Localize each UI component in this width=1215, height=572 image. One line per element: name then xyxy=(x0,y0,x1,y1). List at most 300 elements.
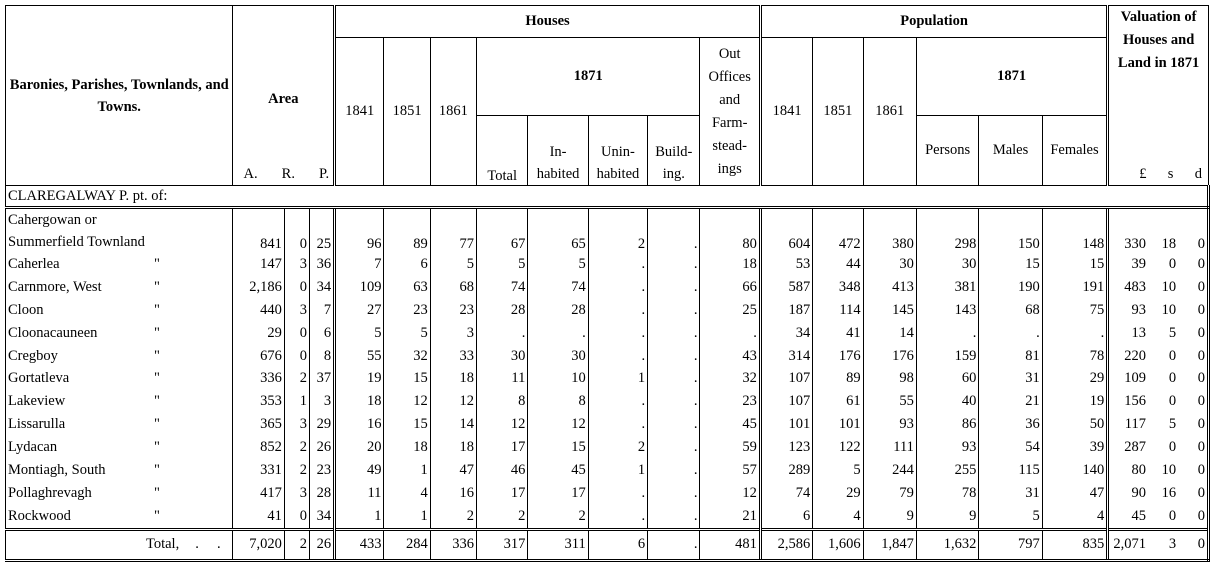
cell-pf: 29 xyxy=(1042,367,1107,390)
cell-pm: 36 xyxy=(979,413,1042,436)
cell-p: 8 xyxy=(309,345,334,368)
total-label-text: Total, xyxy=(146,536,180,553)
cell-h1841: 16 xyxy=(335,413,384,436)
cell-p1851: 44 xyxy=(813,253,863,276)
population-1841-header: 1841 xyxy=(760,38,812,186)
total-h1851: 284 xyxy=(384,529,430,560)
cell-h1861: 14 xyxy=(430,413,476,436)
cell-hi: 5 xyxy=(528,253,588,276)
cell-oo: 18 xyxy=(700,253,760,276)
cell-vd: 0 xyxy=(1178,208,1208,254)
cell-h1861: 47 xyxy=(430,459,476,482)
total-r: 2 xyxy=(284,529,309,560)
out-offices-header: Out Offices and Farm-stead-ings xyxy=(700,38,760,186)
cell-h1851: 32 xyxy=(384,345,430,368)
males-header: Males xyxy=(979,116,1042,186)
cell-hb: . xyxy=(648,505,700,529)
cell-vl: 80 xyxy=(1108,459,1148,482)
townland-name-line2: Summerfield Townland xyxy=(8,234,145,250)
cell-vs: 10 xyxy=(1161,461,1177,478)
cell-pf: 39 xyxy=(1042,436,1107,459)
cell-h1861: 18 xyxy=(430,367,476,390)
cell-h1851: 5 xyxy=(384,322,430,345)
cell-pm: 21 xyxy=(979,390,1042,413)
cell-p1841: 34 xyxy=(760,322,812,345)
cell-vl: 156 xyxy=(1108,390,1148,413)
table-row xyxy=(6,276,1209,299)
cell-pf: . xyxy=(1042,322,1107,345)
total-p1841: 2,586 xyxy=(760,529,812,560)
cell-h1861: 23 xyxy=(430,299,476,322)
cell-hu: . xyxy=(588,413,647,436)
valuation-header: Valuation of Houses and Land in 1871 £ s d xyxy=(1108,6,1209,186)
cell-hb: . xyxy=(648,208,700,254)
cell-h1841: 49 xyxy=(335,459,384,482)
total-vl: 2,071 xyxy=(1108,529,1148,560)
cell-p: 36 xyxy=(309,253,334,276)
cell-pf: 191 xyxy=(1042,276,1107,299)
cell-h1841: 96 xyxy=(335,208,384,254)
cell-h1861: 2 xyxy=(430,505,476,529)
cell-vl: 287 xyxy=(1108,436,1148,459)
ditto-mark: " xyxy=(154,461,160,478)
cell-pf: 50 xyxy=(1042,413,1107,436)
townland-name xyxy=(6,482,233,505)
cell-p1841: 6 xyxy=(760,505,812,529)
cell-vd: 0 xyxy=(1178,299,1208,322)
cell-hi: . xyxy=(528,322,588,345)
cell-p1841: 101 xyxy=(760,413,812,436)
cell-pm: . xyxy=(979,322,1042,345)
cell-h1841: 19 xyxy=(335,367,384,390)
cell-hi: 15 xyxy=(528,436,588,459)
cell-h1851: 23 xyxy=(384,299,430,322)
townland-name-line1: Cahergowan or xyxy=(8,212,97,228)
cell-vd: 0 xyxy=(1178,459,1208,482)
cell-h1841: 109 xyxy=(335,276,384,299)
table-row xyxy=(6,436,1209,459)
pounds-unit: £ xyxy=(1139,166,1147,182)
cell-vs: 18 xyxy=(1161,236,1177,252)
cell-pp: 143 xyxy=(916,299,978,322)
cell-hu: 1 xyxy=(588,459,647,482)
townland-name xyxy=(6,459,233,482)
cell-p1841: 187 xyxy=(760,299,812,322)
cell-r: 3 xyxy=(284,299,309,322)
cell-h1861: 77 xyxy=(430,208,476,254)
total-oo: 481 xyxy=(700,529,760,560)
cell-a: 676 xyxy=(233,345,284,368)
cell-p1861: 55 xyxy=(863,390,916,413)
table-row xyxy=(6,345,1209,368)
townland-name xyxy=(6,299,233,322)
cell-hb: . xyxy=(648,253,700,276)
cell-vl: 45 xyxy=(1108,505,1148,529)
cell-vl: 330 xyxy=(1108,208,1148,254)
cell-oo: 21 xyxy=(700,505,760,529)
cell-pm: 31 xyxy=(979,367,1042,390)
cell-pm: 5 xyxy=(979,505,1042,529)
cell-r: 1 xyxy=(284,390,309,413)
townland-name-text: Montiagh, South xyxy=(8,461,106,478)
cell-p1861: 79 xyxy=(863,482,916,505)
cell-vd: 0 xyxy=(1178,322,1208,345)
cell-ht: 67 xyxy=(477,208,528,254)
cell-hb: . xyxy=(648,322,700,345)
cell-pp: 78 xyxy=(916,482,978,505)
cell-hb: . xyxy=(648,459,700,482)
cell-p1851: 101 xyxy=(813,413,863,436)
baronies-header: Baronies, Parishes, Townlands, and Towns. xyxy=(6,6,233,186)
cell-vl: 220 xyxy=(1108,345,1148,368)
cell-hi: 8 xyxy=(528,390,588,413)
population-1861-header: 1861 xyxy=(863,38,916,186)
cell-hu: . xyxy=(588,253,647,276)
total-pm: 797 xyxy=(979,529,1042,560)
cell-vs: 0 xyxy=(1168,370,1177,387)
cell-p1851: 41 xyxy=(813,322,863,345)
table-row xyxy=(6,459,1209,482)
cell-ht: 17 xyxy=(477,436,528,459)
houses-1851-header: 1851 xyxy=(384,38,430,186)
cell-pf: 47 xyxy=(1042,482,1107,505)
cell-hu: . xyxy=(588,345,647,368)
population-1871-header: 1871 xyxy=(916,38,1107,116)
cell-oo: 57 xyxy=(700,459,760,482)
cell-r: 0 xyxy=(284,345,309,368)
cell-pp: 86 xyxy=(916,413,978,436)
cell-ht: 17 xyxy=(477,482,528,505)
cell-h1861: 3 xyxy=(430,322,476,345)
cell-a: 852 xyxy=(233,436,284,459)
cell-pm: 190 xyxy=(979,276,1042,299)
cell-hb: . xyxy=(648,299,700,322)
townland-name xyxy=(6,345,233,368)
cell-r: 3 xyxy=(284,413,309,436)
table-row xyxy=(6,208,1209,254)
cell-p1861: 380 xyxy=(863,208,916,254)
total-vs: 3 xyxy=(1148,529,1178,560)
cell-p1851: 4 xyxy=(813,505,863,529)
ditto-mark: " xyxy=(154,347,160,364)
cell-p1851: 5 xyxy=(813,459,863,482)
townland-name-text: Carnmore, West xyxy=(8,278,102,295)
cell-p1851: 29 xyxy=(813,482,863,505)
cell-vd: 0 xyxy=(1178,505,1208,529)
cell-p1861: 244 xyxy=(863,459,916,482)
total-pp: 1,632 xyxy=(916,529,978,560)
cell-p1861: 145 xyxy=(863,299,916,322)
cell-pf: 15 xyxy=(1042,253,1107,276)
cell-vd: 0 xyxy=(1178,390,1208,413)
cell-vl: 13 xyxy=(1108,322,1148,345)
uninhabited-header: Unin-habited xyxy=(588,116,647,186)
total-p1861: 1,847 xyxy=(863,529,916,560)
cell-h1851: 89 xyxy=(384,208,430,254)
ditto-mark: " xyxy=(154,416,160,433)
cell-vd: 0 xyxy=(1178,482,1208,505)
townland-name xyxy=(6,505,233,529)
cell-pf: 75 xyxy=(1042,299,1107,322)
cell-hb: . xyxy=(648,390,700,413)
cell-ht: 30 xyxy=(477,345,528,368)
cell-ht: 8 xyxy=(477,390,528,413)
cell-a: 41 xyxy=(233,505,284,529)
cell-p1841: 53 xyxy=(760,253,812,276)
cell-p: 28 xyxy=(309,482,334,505)
pence-unit: d xyxy=(1194,166,1202,182)
cell-hu: 2 xyxy=(588,208,647,254)
cell-p1841: 107 xyxy=(760,390,812,413)
houses-total-header: Total xyxy=(477,116,528,186)
table-row xyxy=(6,299,1209,322)
cell-hb: . xyxy=(648,482,700,505)
cell-pm: 150 xyxy=(979,208,1042,254)
cell-h1861: 33 xyxy=(430,345,476,368)
cell-p1841: 74 xyxy=(760,482,812,505)
perches-unit: P. xyxy=(319,166,330,182)
table-body xyxy=(6,186,1209,561)
table-row xyxy=(6,505,1209,529)
total-label xyxy=(6,529,233,560)
inhabited-header: In-habited xyxy=(528,116,588,186)
cell-hi: 65 xyxy=(528,208,588,254)
cell-pf: 140 xyxy=(1042,459,1107,482)
cell-r: 0 xyxy=(284,208,309,254)
cell-p1861: 413 xyxy=(863,276,916,299)
townland-name-text: Rockwood xyxy=(8,507,71,524)
cell-hi: 28 xyxy=(528,299,588,322)
cell-pf: 4 xyxy=(1042,505,1107,529)
cell-pp: 381 xyxy=(916,276,978,299)
cell-h1851: 18 xyxy=(384,436,430,459)
townland-name xyxy=(6,208,233,254)
cell-oo: 25 xyxy=(700,299,760,322)
cell-a: 2,186 xyxy=(233,276,284,299)
cell-h1841: 27 xyxy=(335,299,384,322)
cell-ht: . xyxy=(477,322,528,345)
cell-pp: 93 xyxy=(916,436,978,459)
cell-vs: 0 xyxy=(1168,347,1177,364)
table-row xyxy=(6,253,1209,276)
total-vd: 0 xyxy=(1178,529,1208,560)
townland-name-text: Lakeview xyxy=(8,393,66,410)
cell-pm: 81 xyxy=(979,345,1042,368)
cell-r: 3 xyxy=(284,482,309,505)
table-row xyxy=(6,367,1209,390)
cell-pp: 159 xyxy=(916,345,978,368)
table-row xyxy=(6,390,1209,413)
building-header: Build-ing. xyxy=(648,116,700,186)
cell-h1861: 18 xyxy=(430,436,476,459)
cell-oo: 43 xyxy=(700,345,760,368)
acres-unit: A. xyxy=(243,166,258,182)
cell-p1851: 114 xyxy=(813,299,863,322)
cell-h1851: 15 xyxy=(384,413,430,436)
townland-name-text: Pollaghrevagh xyxy=(8,484,92,501)
townland-name-text: Cregboy xyxy=(8,347,58,364)
cell-pp: 40 xyxy=(916,390,978,413)
total-p1851: 1,606 xyxy=(813,529,863,560)
cell-hu: . xyxy=(588,276,647,299)
cell-ht: 28 xyxy=(477,299,528,322)
cell-vl: 93 xyxy=(1108,299,1148,322)
cell-a: 353 xyxy=(233,390,284,413)
total-ht: 317 xyxy=(477,529,528,560)
census-table xyxy=(5,5,1210,562)
cell-pf: 148 xyxy=(1042,208,1107,254)
cell-pp: 255 xyxy=(916,459,978,482)
ditto-mark: " xyxy=(154,484,160,501)
cell-h1841: 20 xyxy=(335,436,384,459)
cell-p1841: 123 xyxy=(760,436,812,459)
cell-r: 2 xyxy=(284,436,309,459)
townland-name xyxy=(6,367,233,390)
cell-oo: . xyxy=(700,322,760,345)
cell-h1851: 15 xyxy=(384,367,430,390)
cell-vs: 0 xyxy=(1168,439,1177,456)
females-header: Females xyxy=(1042,116,1107,186)
cell-a: 365 xyxy=(233,413,284,436)
townland-name xyxy=(6,276,233,299)
cell-ht: 12 xyxy=(477,413,528,436)
townland-name-text: Cloon xyxy=(8,301,44,318)
townland-name-text: Lissarulla xyxy=(8,416,66,433)
cell-vs: 16 xyxy=(1161,484,1177,501)
cell-vl: 109 xyxy=(1108,367,1148,390)
cell-p: 6 xyxy=(309,322,334,345)
townland-name-text: Gortatleva xyxy=(8,370,70,387)
cell-hu: . xyxy=(588,322,647,345)
total-hi: 311 xyxy=(528,529,588,560)
cell-h1861: 5 xyxy=(430,253,476,276)
cell-pm: 68 xyxy=(979,299,1042,322)
townland-name xyxy=(6,436,233,459)
cell-p1861: 111 xyxy=(863,436,916,459)
cell-p: 26 xyxy=(309,436,334,459)
cell-hi: 10 xyxy=(528,367,588,390)
cell-p1851: 472 xyxy=(813,208,863,254)
cell-a: 147 xyxy=(233,253,284,276)
cell-vd: 0 xyxy=(1178,345,1208,368)
cell-a: 417 xyxy=(233,482,284,505)
cell-pp: . xyxy=(916,322,978,345)
ditto-mark: " xyxy=(154,507,160,524)
cell-a: 336 xyxy=(233,367,284,390)
cell-p1861: 30 xyxy=(863,253,916,276)
cell-pp: 30 xyxy=(916,253,978,276)
total-hb: . xyxy=(648,529,700,560)
cell-oo: 23 xyxy=(700,390,760,413)
cell-p: 37 xyxy=(309,367,334,390)
cell-p1851: 89 xyxy=(813,367,863,390)
cell-p: 34 xyxy=(309,505,334,529)
cell-hi: 17 xyxy=(528,482,588,505)
cell-r: 2 xyxy=(284,367,309,390)
cell-vs: 10 xyxy=(1161,301,1177,318)
cell-hi: 12 xyxy=(528,413,588,436)
cell-r: 0 xyxy=(284,276,309,299)
cell-pp: 60 xyxy=(916,367,978,390)
townland-name-text: Lydacan xyxy=(8,439,58,456)
table-row xyxy=(6,482,1209,505)
cell-h1851: 1 xyxy=(384,459,430,482)
cell-oo: 32 xyxy=(700,367,760,390)
ditto-mark: " xyxy=(154,439,160,456)
cell-h1841: 1 xyxy=(335,505,384,529)
cell-r: 0 xyxy=(284,505,309,529)
cell-p1861: 98 xyxy=(863,367,916,390)
cell-vd: 0 xyxy=(1178,276,1208,299)
cell-pp: 9 xyxy=(916,505,978,529)
persons-header: Persons xyxy=(916,116,978,186)
cell-hu: 2 xyxy=(588,436,647,459)
cell-h1861: 16 xyxy=(430,482,476,505)
cell-p1851: 61 xyxy=(813,390,863,413)
total-p: 26 xyxy=(309,529,334,560)
cell-p1861: 14 xyxy=(863,322,916,345)
cell-r: 0 xyxy=(284,322,309,345)
cell-ht: 74 xyxy=(477,276,528,299)
cell-vs: 0 xyxy=(1168,255,1177,272)
cell-p1841: 314 xyxy=(760,345,812,368)
cell-oo: 80 xyxy=(700,208,760,254)
cell-h1841: 11 xyxy=(335,482,384,505)
cell-hb: . xyxy=(648,276,700,299)
cell-oo: 12 xyxy=(700,482,760,505)
cell-vl: 39 xyxy=(1108,253,1148,276)
total-row xyxy=(6,529,1209,560)
cell-vs: 5 xyxy=(1168,416,1177,433)
section-label: CLAREGALWAY P. pt. of: xyxy=(6,186,1209,208)
cell-hb: . xyxy=(648,367,700,390)
cell-pf: 78 xyxy=(1042,345,1107,368)
townland-name xyxy=(6,413,233,436)
cell-h1851: 6 xyxy=(384,253,430,276)
cell-pm: 115 xyxy=(979,459,1042,482)
cell-vs: 0 xyxy=(1168,507,1177,524)
cell-h1851: 63 xyxy=(384,276,430,299)
houses-1841-header: 1841 xyxy=(335,38,384,186)
table-row xyxy=(6,413,1209,436)
cell-r: 2 xyxy=(284,459,309,482)
townland-name xyxy=(6,322,233,345)
cell-h1861: 68 xyxy=(430,276,476,299)
cell-hu: . xyxy=(588,390,647,413)
population-1851-header: 1851 xyxy=(813,38,863,186)
cell-p1841: 587 xyxy=(760,276,812,299)
total-dots: . . xyxy=(195,536,221,553)
cell-vd: 0 xyxy=(1178,436,1208,459)
cell-oo: 59 xyxy=(700,436,760,459)
total-pf: 835 xyxy=(1042,529,1107,560)
cell-vs: 0 xyxy=(1168,393,1177,410)
cell-pp: 298 xyxy=(916,208,978,254)
table-row xyxy=(6,322,1209,345)
cell-vl: 483 xyxy=(1108,276,1148,299)
cell-h1851: 1 xyxy=(384,505,430,529)
population-header: Population xyxy=(760,6,1107,38)
total-hu: 6 xyxy=(588,529,647,560)
cell-hi: 30 xyxy=(528,345,588,368)
cell-p: 34 xyxy=(309,276,334,299)
townland-name-text: Cloonacauneen xyxy=(8,324,98,341)
cell-vl: 90 xyxy=(1108,482,1148,505)
cell-a: 29 xyxy=(233,322,284,345)
cell-h1851: 12 xyxy=(384,390,430,413)
cell-h1841: 7 xyxy=(335,253,384,276)
cell-ht: 5 xyxy=(477,253,528,276)
